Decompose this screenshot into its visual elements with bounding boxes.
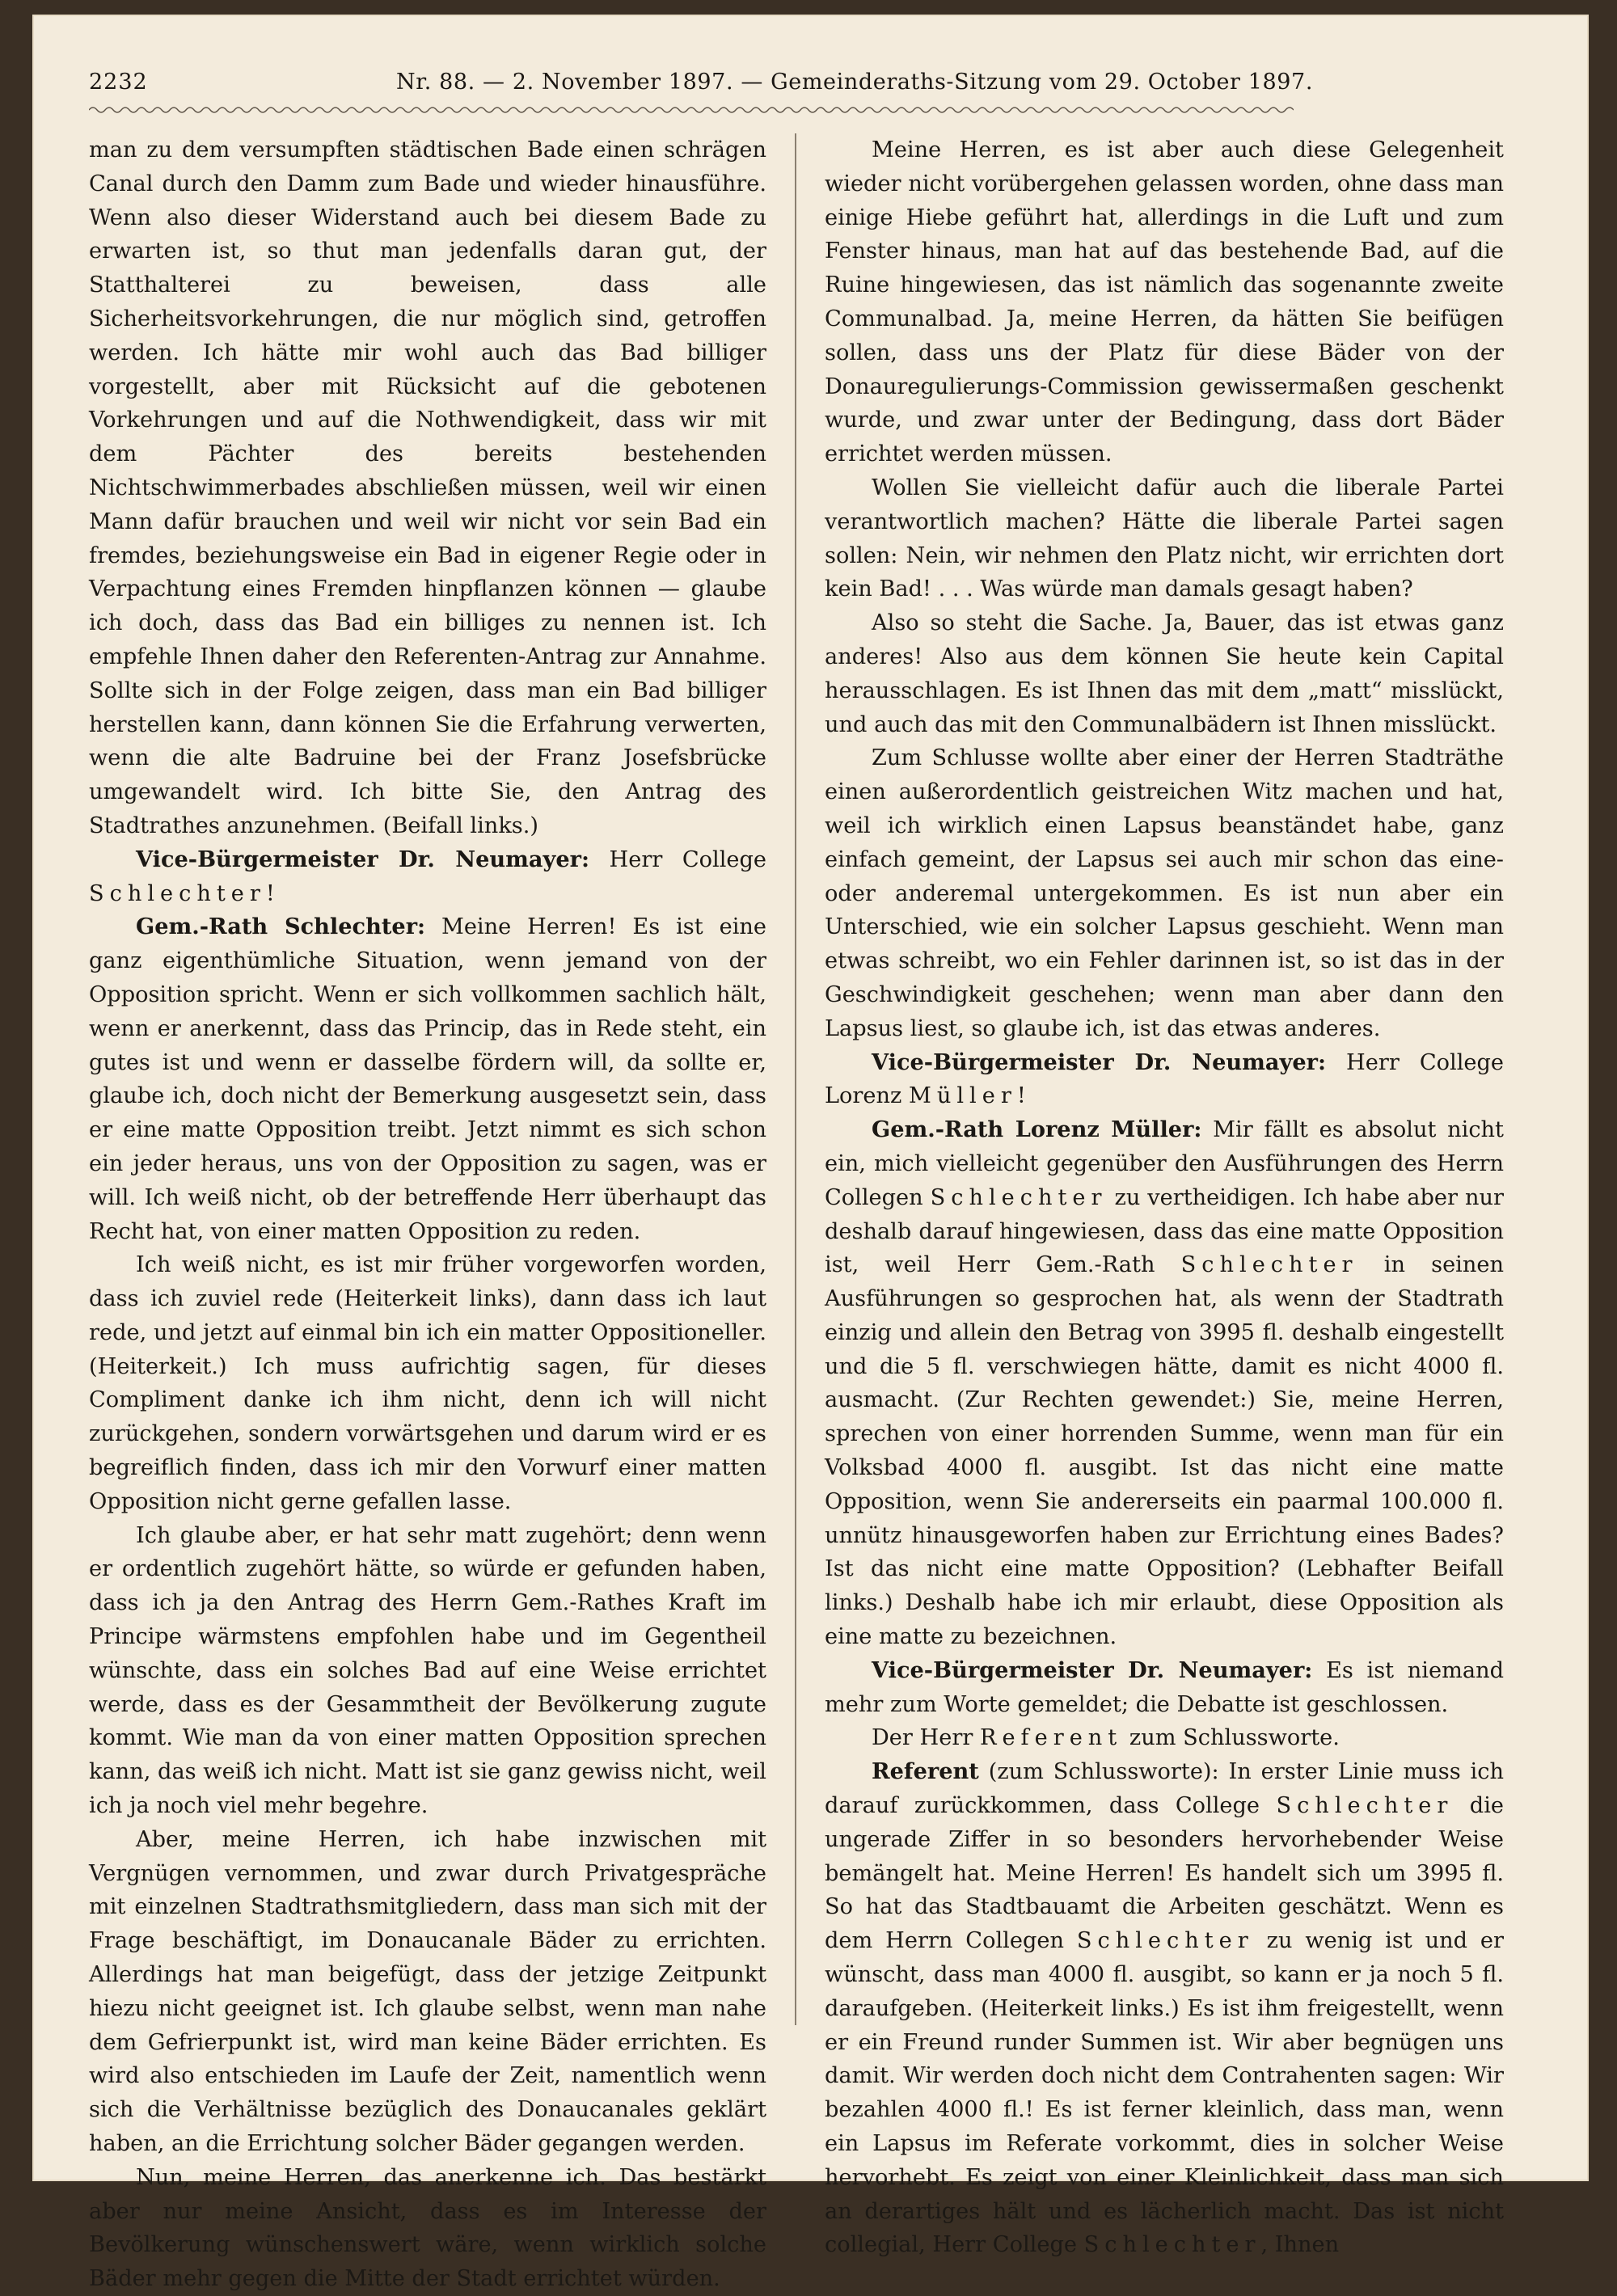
- speech-text: Herr College: [609, 846, 766, 872]
- spaced-name: Schlechter: [1276, 1793, 1454, 1819]
- speaker-label: Gem.-Rath Lorenz Müller:: [872, 1116, 1202, 1143]
- speech-text: zum Schlussworte.: [1129, 1725, 1340, 1751]
- speaker-label: Gem.-Rath Schlechter:: [136, 914, 426, 940]
- spaced-name: Schlechter: [1076, 1928, 1254, 1954]
- speech-text: (zum Schlussworte): In erster Linie muss ich darauf zurückkommen, dass College: [825, 1759, 1504, 1819]
- paragraph: [89, 843, 766, 911]
- paragraph: [825, 1046, 1504, 1114]
- speech-text: Mir fällt es absolut nicht ein, mich vielleicht gegenüber den Ausführungen des Herrn Collegen: [825, 1117, 1504, 1210]
- wavy-rule: [89, 105, 1294, 115]
- speaker-label: Vice-Bürgermeister Dr. Neumayer:: [872, 1657, 1313, 1683]
- paragraph: Nun, meine Herren, das anerkenne ich. Das bestärkt aber nur meine Ansicht, dass es im Interesse der Bevölkerung wünschenswert wäre, wenn wirklich solche Bäder mehr gegen die Mitte der Stadt errichtet würden.: [89, 2164, 766, 2292]
- paragraph: [825, 1755, 1504, 2262]
- page-number: 2232: [89, 70, 148, 95]
- paragraph: [825, 1654, 1504, 1722]
- speech-text: zu vertheidigen. Ich habe aber nur deshalb darauf hingewiesen, dass das eine matte Opposition ist, weil Herr Gem.-Rath: [825, 1184, 1504, 1278]
- speech-text: Herr College Lorenz: [825, 1049, 1504, 1109]
- speech-text: zu wenig ist und er wünscht, dass man 4000 fl. ausgibt, so kann er ja noch 5 fl. daraufgeben. (Heiterkeit links.) Es ist ihm freigestellt, wenn er ein Freund runder Summen ist. Wir aber begnügen uns damit. Wir werden doch nicht dem Contrahenten sagen: Wir bezahlen 4000 fl.! Es ist ferner kleinlich, dass man, wenn ein Lapsus im Referate vorkommt, dies in solcher Weise hervorhebt. Es zeigt von einer Kleinlichkeit, dass man sich an derartiges hält und es lächerlich macht. Das ist nicht collegial, Herr College: [825, 1928, 1504, 2258]
- paragraph: [825, 1721, 1504, 1755]
- paragraph: Aber, meine Herren, ich habe inzwischen mit Vergnügen vernommen, und zwar durch Privatgespräche mit einzelnen Stadtrathsmitgliedern, dass man sich mit der Frage beschäftigt, im Donaucanale Bäder zu errichten. Allerdings hat man beigefügt, dass der jetzige Zeitpunkt hiezu nicht geeignet ist. Ich glaube selbst, wenn man nahe dem Gefrierpunkt ist, wird man keine Bäder errichten. Es wird also entschieden im Laufe der Zeit, namentlich wenn sich die Verhältnisse bezüglich des Donaucanales geklärt haben, an die Errichtung solcher Bäder gegangen werden.: [89, 1826, 766, 2157]
- spaced-name: Schlechter: [930, 1184, 1108, 1210]
- header-title: Nr. 88. — 2. November 1897. — Gemeinderaths-Sitzung vom 29. October 1897.: [396, 70, 1314, 95]
- speaker-label: Referent: [872, 1758, 979, 1785]
- paragraph: Wollen Sie vielleicht dafür auch die liberale Partei verantwortlich machen? Hätte die liberale Partei sagen sollen: Nein, wir nehmen den Platz nicht, wir errichten dort kein Bad! . . . Was würde man damals gesagt haben?: [825, 475, 1504, 602]
- spaced-name: Müller!: [909, 1083, 1032, 1109]
- column-divider: [795, 133, 796, 2025]
- speaker-label: Vice-Bürgermeister Dr. Neumayer:: [872, 1049, 1326, 1075]
- paragraph: Meine Herren, es ist aber auch diese Gelegenheit wieder nicht vorübergehen gelassen worden, ohne dass man einige Hiebe geführt hat, allerdings in die Luft und zum Fenster hinaus, man hat auf das bestehende Bad, auf die Ruine hingewiesen, das ist nämlich das sogenannte zweite Communalbad. Ja, meine Herren, da hätten Sie beifügen sollen, dass uns der Platz für diese Bäder von der Donauregulierungs-Commission gewissermaßen geschenkt wurde, und zwar unter der Bedingung, dass dort Bäder errichtet werden müssen.: [825, 137, 1504, 467]
- left-column: [89, 133, 766, 2296]
- spaced-name: Schlechter!: [89, 880, 281, 906]
- speech-text: in seinen Ausführungen so gesprochen hat, als wenn der Stadtrath einzig und allein den Betrag von 3995 fl. deshalb eingestellt und die 5 fl. verschwiegen hätte, damit es nicht 4000 fl. ausmacht. (Zur Rechten gewendet:) Sie, meine Herren, sprechen von einer horrenden Summe, wenn man für ein Volksbad 4000 fl. ausgibt. Ist das nicht eine matte Opposition, wenn Sie andererseits ein paarmal 100.000 fl. unnütz hinausgeworfen haben zur Errichtung eines Bades? Ist das nicht eine matte Opposition? (Lebhafter Beifall links.) Deshalb habe ich mir erlaubt, diese Opposition als eine matte zu bezeichnen.: [825, 1252, 1504, 1650]
- paragraph: [825, 1113, 1504, 1654]
- page-header: [89, 70, 1314, 102]
- speech-text: , Ihnen: [1260, 2232, 1340, 2258]
- paragraph: man zu dem versumpften städtischen Bade einen schrägen Canal durch den Damm zum Bade und wieder hinausführe. Wenn also dieser Widerstand auch bei diesem Bade zu erwarten ist, so thut man jedenfalls daran gut, der Statthalterei zu beweisen, dass alle Sicherheitsvorkehrungen, die nur möglich sind, getroffen werden. Ich hätte mir wohl auch das Bad billiger vorgestellt, aber mit Rücksicht auf die gebotenen Vorkehrungen und auf die Nothwendigkeit, dass wir mit dem Pächter des bereits bestehenden Nichtschwimmerbades abschließen müssen, weil wir einen Mann dafür brauchen und weil wir nicht vor sein Bad ein fremdes, beziehungsweise ein Bad in eigener Regie oder in Verpachtung eines Fremden hinpflanzen können — glaube ich doch, dass das Bad ein billiges zu nennen ist. Ich empfehle Ihnen daher den Referenten-Antrag zur Annahme. Sollte sich in der Folge zeigen, dass man ein Bad billiger herstellen kann, dann können Sie die Erfahrung verwerten, wenn die alte Badruine bei der Franz Josefsbrücke umgewandelt wird. Ich bitte Sie, den Antrag des Stadtrathes anzunehmen. (Beifall links.): [89, 137, 766, 838]
- paragraph: Ich weiß nicht, es ist mir früher vorgeworfen worden, dass ich zuviel rede (Heiterkeit links), dann dass ich laut rede, und jetzt auf einmal bin ich ein matter Oppositioneller. (Heiterkeit.) Ich muss aufrichtig sagen, für dieses Compliment danke ich ihm nicht, denn ich will nicht zurückgehen, sondern vorwärtsgehen und darum wird er es begreiflich finden, dass ich mir den Vorwurf einer matten Opposition nicht gerne gefallen lasse.: [89, 1252, 766, 1514]
- right-column: [825, 133, 1504, 2262]
- paragraph: Zum Schlusse wollte aber einer der Herren Stadträthe einen außerordentlich geistreichen Witz machen und hat, weil ich wirklich einen Lapsus beanständet habe, ganz einfach gemeint, der Lapsus sei auch mir schon das eine- oder anderemal untergekommen. Es ist nun aber ein Unterschied, wie ein solcher Lapsus geschieht. Wenn man etwas schreibt, wo ein Fehler darinnen ist, so ist das in der Geschwindigkeit geschehen; wenn man aber dann den Lapsus liest, so glaube ich, ist das etwas anderes.: [825, 745, 1504, 1041]
- paragraph: Ich glaube aber, er hat sehr matt zugehört; denn wenn er ordentlich zugehört hätte, so würde er gefunden haben, dass ich ja den Antrag des Herrn Gem.-Rathes Kraft im Principe wärmstens empfohlen habe und im Gegentheil wünschte, dass ein solches Bad auf eine Weise errichtet werde, dass es der Gesammtheit der Bevölkerung zugute kommt. Wie man da von einer matten Opposition sprechen kann, das weiß ich nicht. Matt ist sie ganz gewiss nicht, weil ich ja noch viel mehr begehre.: [89, 1522, 766, 1819]
- paragraph: Also so steht die Sache. Ja, Bauer, das ist etwas ganz anderes! Also aus dem können Sie heute kein Capital herausschlagen. Es ist Ihnen das mit dem „matt“ misslückt, und auch das mit den Communalbädern ist Ihnen misslückt.: [825, 610, 1504, 737]
- speech-text: die ungerade Ziffer in so besonders hervorhebender Weise bemängelt hat. Meine Herren! Es handelt sich um 3995 fl. So hat das Stadtbauamt die Arbeiten geschätzt. Wenn es dem Herrn Collegen: [825, 1793, 1504, 1954]
- paragraph: [89, 910, 766, 1248]
- speech-text: Der Herr: [872, 1725, 973, 1751]
- spaced-name: Schlechter: [1180, 1252, 1358, 1278]
- speech-text: Es ist niemand mehr zum Worte gemeldet; die Debatte ist geschlossen.: [825, 1657, 1504, 1717]
- spaced-name: Referent: [979, 1725, 1123, 1751]
- speech-text: Meine Herren! Es ist eine ganz eigenthümliche Situation, wenn jemand von der Opposition spricht. Wenn er sich vollkommen sachlich hält, wenn er anerkennt, dass das Princip, das in Rede steht, ein gutes ist und wenn er dasselbe fördern will, da sollte er, glaube ich, doch nicht der Bemerkung ausgesetzt sein, dass er eine matte Opposition treibt. Jetzt nimmt es sich schon ein jeder heraus, uns von der Opposition zu sagen, was er will. Ich weiß nicht, ob der betreffende Herr überhaupt das Recht hat, von einer matten Opposition zu reden.: [89, 914, 766, 1244]
- spaced-name: Schlechter: [1083, 2232, 1261, 2258]
- speaker-label: Vice-Bürgermeister Dr. Neumayer:: [136, 846, 589, 872]
